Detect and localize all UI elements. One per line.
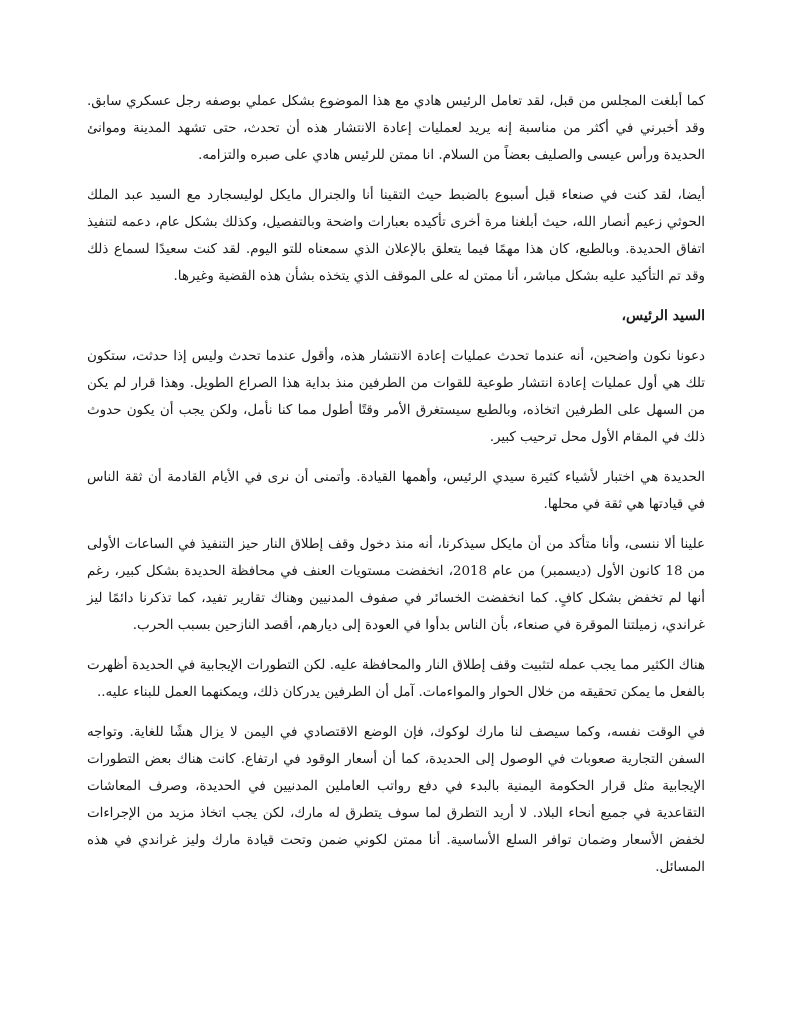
- paragraph-stabilize: هناك الكثير مما يجب عمله لتثبيت وقف إطلاق النار والمحافظة عليه. لكن التطورات الإيجابية في الحديدة أظهرت بالفعل ما يمكن تحقيقه من خلال الحوار والمواءمات. آمل أن الطرفين يدركان ذلك، ويمكنهما العمل للبناء عليه..: [87, 658, 705, 700]
- paragraph-ceasefire: علينا ألا ننسى، وأنا متأكد من أن مايكل سيذكرنا، أنه منذ دخول وقف إطلاق النار حيز التنفيذ في الساعات الأولى من 18 كانون الأول (ديسمبر) من عام 2018، انخفضت مستويات العنف في محافظة الحديدة بشكل كبير، رغم أنها لم تخفض بشكل كافٍ. كما انخفضت الخسائر في صفوف المدنيين وهناك تقارير تفيد، كما تذكرنا دائمًا ليز غراندي، زميلتنا الموقرة في صنعاء، بأن الناس بدأوا في العودة إلى ديارهم، أقصد النازحين بسبب الحرب.: [87, 537, 706, 633]
- paragraph-hodeidah-test: الحديدة هي اختبار لأشياء كثيرة سيدي الرئيس، وأهمها القيادة. وأتمنى أن نرى في الأيام القادمة أن ثقة الناس في قيادتها هي ثقة في محلها.: [87, 470, 705, 512]
- paragraph-president-hadi: كما أبلغت المجلس من قبل، لقد تعامل الرئيس هادي مع هذا الموضوع بشكل عملي بوصفه رجل عسكري سابق. وقد أخبرني في أكثر من مناسبة إنه يريد لعمليات إعادة الانتشار هذه أن تحدث، حتى تشهد المدينة وموانئ الحديدة ورأس عيسى والصليف بعضاً من السلام. انا ممتن للرئيس هادي على صبره والتزامه.: [87, 94, 705, 163]
- document-page: [87, 88, 705, 894]
- section-heading: السيد الرئيس،: [621, 308, 705, 324]
- paragraph-sanaa-meeting: أيضا، لقد كنت في صنعاء قبل أسبوع بالضبط حيث التقينا أنا والجنرال مايكل لوليسجارد مع السيد عبد الملك الحوثي زعيم أنصار الله، حيث أبلغنا مرة أخرى تأكيده بعبارات واضحة وبالتفصيل، وكذلك بشكل عام، دعمه لتنفيذ اتفاق الحديدة. وبالطبع، كان هذا مهمًا فيما يتعلق بالإعلان الذي سمعناه للتو اليوم. لقد كنت سعيدًا لسماع ذلك وقد تم التأكيد عليه بشكل مباشر، أنا ممتن له على الموقف الذي يتخذه بشأن هذه القضية وغيرها.: [87, 188, 705, 284]
- paragraph-economy: في الوقت نفسه، وكما سيصف لنا مارك لوكوك، فإن الوضع الاقتصادي في اليمن لا يزال هشًا للغاية. وتواجه السفن التجارية صعوبات في الوصول إلى الحديدة، كما أن أسعار الوقود في ارتفاع. كانت هناك بعض التطورات الإيجابية مثل قرار الحكومة اليمنية بالبدء في دفع رواتب العاملين المدنيين في الحديدة، وصرف المعاشات التقاعدية في جميع أنحاء البلاد. لا أريد التطرق لما سوف يتطرق له مارك، لكن يجب اتخاذ مزيد من الإجراءات لخفض الأسعار وضمان توافر السلع الأساسية. أنا ممتن لكوني ضمن وتحت قيادة مارك وليز غراندي في هذه المسائل.: [87, 725, 705, 875]
- paragraph-redeployment: دعونا نكون واضحين، أنه عندما تحدث عمليات إعادة الانتشار هذه، وأقول عندما تحدث وليس إذا حدثت، ستكون تلك هي أول عمليات إعادة انتشار طوعية للقوات من الطرفين منذ بداية هذا الصراع الطويل. وهذا قرار لم يكن من السهل على الطرفين اتخاذه، وبالطبع سيستغرق الأمر وقتًا أطول مما كنا نأمل، ولكن يجب أن يكون حدوث ذلك في المقام الأول محل ترحيب كبير.: [87, 349, 705, 445]
